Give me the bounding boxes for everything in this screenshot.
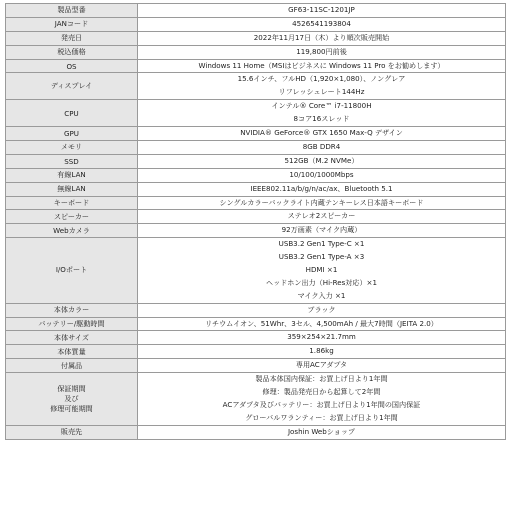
spec-value xyxy=(138,127,506,141)
spec-value xyxy=(138,224,506,238)
spec-row xyxy=(6,425,506,439)
spec-label: 税込価格 xyxy=(6,45,138,59)
spec-value-line: 359×254×21.7mm xyxy=(287,332,356,342)
spec-value xyxy=(138,182,506,196)
spec-value-line: ステレオ2スピーカー xyxy=(287,211,356,221)
spec-value-line: Joshin Webショップ xyxy=(287,426,356,436)
spec-value xyxy=(138,373,506,426)
spec-value-line: 製品本体国内保証：お買上げ日より1年間 xyxy=(255,374,388,384)
spec-value-line: 10/100/1000Mbps xyxy=(289,169,354,179)
spec-value-line: Windows 11 Home（MSIはビジネスに Windows 11 Pro をお勧めします） xyxy=(198,60,445,70)
spec-label: SSD xyxy=(6,154,138,168)
spec-value-line: ACアダプタ及びバッテリー：お買上げ日より1年間の国内保証 xyxy=(222,399,421,409)
spec-value-line: 1.86kg xyxy=(309,346,334,356)
spec-value-line: 512GB（M.2 NVMe） xyxy=(284,155,359,165)
spec-value xyxy=(138,59,506,73)
spec-table-body xyxy=(6,4,506,440)
spec-label: 本体サイズ xyxy=(6,331,138,345)
spec-value-line: リフレッシュレート144Hz xyxy=(278,87,365,97)
spec-value-line: GF63-11SC-1201JP xyxy=(288,5,355,14)
spec-label: 有線LAN xyxy=(6,168,138,182)
spec-value xyxy=(138,210,506,224)
spec-row xyxy=(6,45,506,59)
spec-value-line: 2022年11月17日（木）より順次販売開始 xyxy=(253,32,390,42)
spec-label: バッテリー/駆動時間 xyxy=(6,317,138,331)
spec-row xyxy=(6,168,506,182)
spec-label: CPU xyxy=(6,100,138,127)
spec-value xyxy=(138,100,506,127)
spec-value-line: ヘッドホン出力（Hi-Res対応）×1 xyxy=(265,277,378,287)
spec-value xyxy=(138,196,506,210)
spec-value-line: 8コア16スレッド xyxy=(293,114,350,124)
spec-label: 本体カラー xyxy=(6,303,138,317)
spec-label: 発売日 xyxy=(6,31,138,45)
spec-value-line: NVIDIA® GeForce® GTX 1650 Max-Q デザイン xyxy=(240,128,403,138)
spec-label: 付属品 xyxy=(6,359,138,373)
spec-row xyxy=(6,127,506,141)
spec-value xyxy=(138,17,506,31)
spec-label: GPU xyxy=(6,127,138,141)
spec-value-line: グローバルワランティー：お買上げ日より1年間 xyxy=(245,412,398,422)
spec-row xyxy=(6,59,506,73)
spec-row xyxy=(6,154,506,168)
spec-label: ディスプレイ xyxy=(6,73,138,100)
spec-row xyxy=(6,238,506,304)
spec-value xyxy=(138,359,506,373)
spec-value xyxy=(138,303,506,317)
spec-label: 販売先 xyxy=(6,425,138,439)
spec-value-line: IEEE802.11a/b/g/n/ac/ax、Bluetooth 5.1 xyxy=(250,183,393,193)
spec-row xyxy=(6,224,506,238)
spec-label: JANコード xyxy=(6,17,138,31)
spec-row xyxy=(6,100,506,127)
spec-row xyxy=(6,73,506,100)
spec-row xyxy=(6,373,506,426)
spec-label: 本体質量 xyxy=(6,345,138,359)
spec-label: メモリ xyxy=(6,140,138,154)
spec-value-line: 92万画素（マイク内蔵） xyxy=(281,225,362,235)
spec-value-line: 119,800円前後 xyxy=(296,46,347,56)
spec-value xyxy=(138,345,506,359)
spec-value-line: マイク入力 ×1 xyxy=(297,290,346,300)
spec-value xyxy=(138,73,506,100)
spec-value xyxy=(138,168,506,182)
spec-value xyxy=(138,140,506,154)
spec-row xyxy=(6,140,506,154)
spec-value-line: ブラック xyxy=(307,304,336,314)
spec-value-line: 4526541193804 xyxy=(292,18,351,28)
spec-row xyxy=(6,317,506,331)
spec-label: キーボード xyxy=(6,196,138,210)
spec-label: I/Oポート xyxy=(6,238,138,304)
spec-value-line: 8GB DDR4 xyxy=(302,141,341,151)
spec-value xyxy=(138,45,506,59)
spec-value-line: 専用ACアダプタ xyxy=(295,360,348,370)
spec-label: 無線LAN xyxy=(6,182,138,196)
spec-row xyxy=(6,210,506,224)
spec-value-line: HDMI ×1 xyxy=(305,264,338,274)
spec-row xyxy=(6,345,506,359)
spec-value xyxy=(138,317,506,331)
spec-value xyxy=(138,238,506,304)
spec-label: 製品型番 xyxy=(6,4,138,18)
spec-value-line: シングルカラーバックライト内蔵テンキーレス日本語キーボード xyxy=(219,197,424,207)
spec-table xyxy=(5,3,506,440)
spec-label: Webカメラ xyxy=(6,224,138,238)
spec-row xyxy=(6,31,506,45)
spec-row xyxy=(6,196,506,210)
spec-row xyxy=(6,17,506,31)
spec-value-line: リチウムイオン、51Whr、3セル、4,500mAh / 最大7時間（JEITA 2.0） xyxy=(205,318,438,328)
spec-value xyxy=(138,331,506,345)
spec-label: OS xyxy=(6,59,138,73)
spec-row xyxy=(6,182,506,196)
spec-value xyxy=(138,4,506,18)
spec-label: スピーカー xyxy=(6,210,138,224)
spec-value xyxy=(138,425,506,439)
spec-label: 保証期間 及び 修理可能期間 xyxy=(6,373,138,426)
spec-value-line: USB3.2 Gen1 Type-A ×3 xyxy=(278,252,365,262)
spec-row xyxy=(6,359,506,373)
spec-row xyxy=(6,331,506,345)
spec-value-line: USB3.2 Gen1 Type-C ×1 xyxy=(278,239,365,249)
spec-row xyxy=(6,4,506,18)
spec-row xyxy=(6,303,506,317)
spec-value xyxy=(138,31,506,45)
spec-value xyxy=(138,154,506,168)
spec-value-line: 修理：製品発売日から起算して2年間 xyxy=(262,387,381,397)
spec-value-line: インテル® Core™ i7-11800H xyxy=(271,101,372,111)
spec-value-line: 15.6インチ、フルHD（1,920×1,080）、ノングレア xyxy=(237,74,406,84)
